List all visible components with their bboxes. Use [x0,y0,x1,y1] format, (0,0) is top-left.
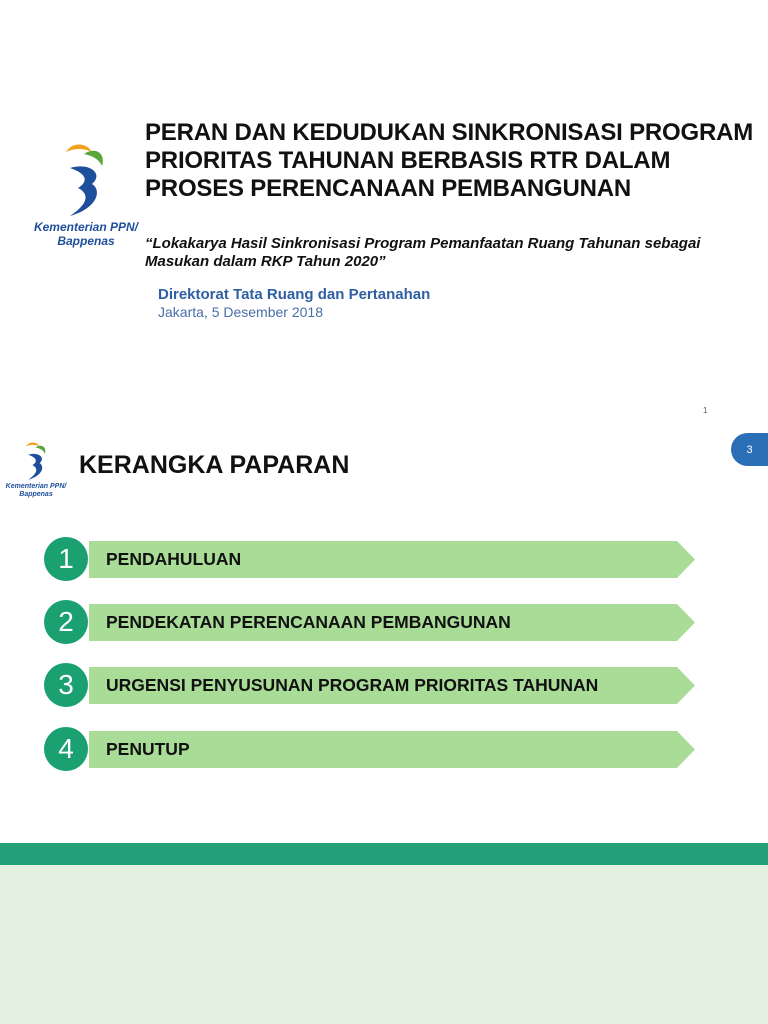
bappenas-logo-small [4,440,68,502]
agenda-label: PENDEKATAN PERENCANAAN PEMBANGUNAN [106,612,511,632]
agenda-label: PENDAHULUAN [106,549,242,569]
agenda-item [44,537,699,581]
agenda-label: PENUTUP [106,739,190,759]
logo-text-line2: Bappenas [19,491,53,498]
bappenas-emblem-icon [62,140,108,220]
logo-text-line2: Bappenas [57,234,115,248]
footer-strip [0,843,768,865]
agenda-item [44,727,699,771]
slide-subtitle: “Lokakarya Hasil Sinkronisasi Program Pemanfaatan Ruang Tahunan sebagai Masukan dalam RKP Tahun 2020” [145,235,701,270]
slide-page-number: 1 [703,406,708,415]
logo-text-line1: Kementerian PPN/ [33,220,139,234]
agenda-number-badge: 1 [44,537,88,581]
organization-name: Direktorat Tata Ruang dan Pertanahan [158,286,431,303]
agenda-item [44,663,699,707]
page-number-badge: 3 [731,433,768,466]
section-title: KERANGKA PAPARAN [79,451,350,479]
slide-title: PERAN DAN KEDUDUKAN SINKRONISASI PROGRAM PRIORITAS TAHUNAN BERBASIS RTR DALAM PROSES PERENCANAAN PEMBANGUNAN [145,119,754,202]
agenda-number-badge: 4 [44,727,88,771]
logo-text-line1: Kementerian PPN/ [5,483,67,490]
footer-background [0,865,768,1024]
agenda-number-badge: 3 [44,663,88,707]
agenda-label: URGENSI PENYUSUNAN PROGRAM PRIORITAS TAHUNAN [106,675,599,695]
bappenas-logo [24,140,148,252]
agenda-number-badge: 2 [44,600,88,644]
presentation-date: Jakarta, 5 Desember 2018 [158,304,323,320]
agenda-item [44,600,699,644]
bappenas-emblem-icon [24,440,48,482]
